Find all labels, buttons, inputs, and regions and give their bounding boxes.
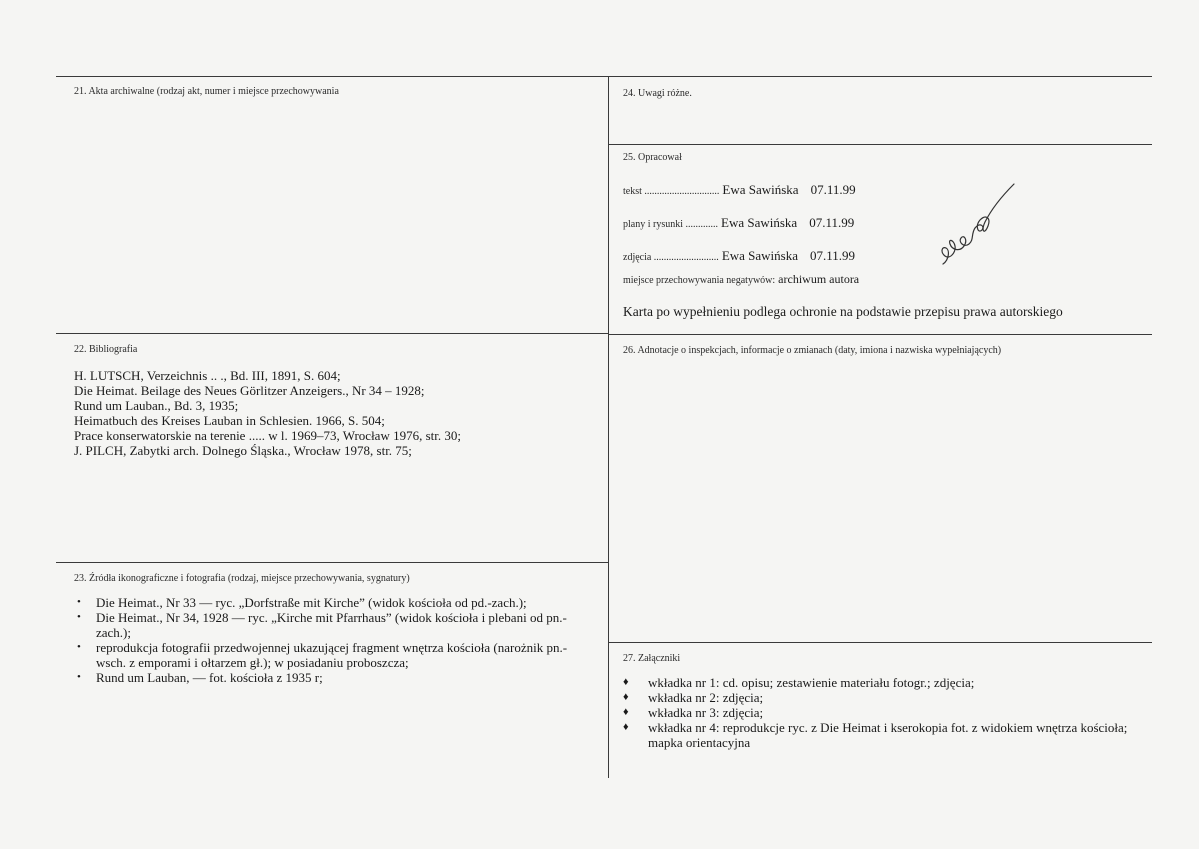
diamond-bullet-icon: ♦ bbox=[623, 676, 629, 688]
top-rule bbox=[56, 76, 1152, 77]
section-inspection-notes bbox=[623, 345, 1148, 357]
bullet-icon: • bbox=[77, 611, 81, 623]
section-label: 24. Uwagi różne. bbox=[623, 88, 692, 99]
list-item: ♦ wkładka nr 1: cd. opisu; zestawienie materiału fotogr.; zdjęcia; bbox=[623, 675, 975, 690]
list-item: ♦ wkładka nr 3: zdjęcia; bbox=[623, 705, 764, 720]
bibliography-entry: Prace konserwatorskie na terenie ..... w l. 1969–73, Wrocław 1976, str. 30; bbox=[74, 428, 461, 443]
section-bibliography bbox=[74, 344, 604, 458]
bibliography-entry: J. PILCH, Zabytki arch. Dolnego Śląska., Wrocław 1978, str. 75; bbox=[74, 443, 412, 458]
diamond-bullet-icon: ♦ bbox=[623, 706, 629, 718]
section-label: 21. Akta archiwalne (rodzaj akt, numer i miejsce przechowywania bbox=[74, 86, 339, 97]
iconography-list bbox=[68, 595, 588, 685]
copyright-notice: Karta po wypełnieniu podlega ochronie na podstawie przepisu prawa autorskiego bbox=[623, 304, 1063, 319]
diamond-bullet-icon: ♦ bbox=[623, 721, 629, 733]
rule-25-26 bbox=[608, 334, 1152, 335]
section-label: 25. Opracował bbox=[623, 152, 682, 163]
center-divider bbox=[608, 76, 609, 778]
attachments-list bbox=[620, 675, 1140, 750]
bibliography-list bbox=[74, 368, 604, 458]
prepared-row-photos: zdjęcia .......................... Ewa Sawińska 07.11.99 bbox=[623, 248, 856, 263]
bibliography-entry: Rund um Lauban., Bd. 3, 1935; bbox=[74, 398, 239, 413]
list-item: • Die Heimat., Nr 34, 1928 — ryc. „Kirche mit Pfarrhaus” (widok kościoła i plebani od pn.- zach.); bbox=[77, 610, 567, 640]
bullet-icon: • bbox=[77, 641, 81, 653]
diamond-bullet-icon: ♦ bbox=[623, 691, 629, 703]
section-archival-records bbox=[74, 86, 594, 98]
list-item: ♦ wkładka nr 2: zdjęcia; bbox=[623, 690, 764, 705]
section-prepared-by bbox=[623, 152, 1148, 332]
bibliography-entry: H. LUTSCH, Verzeichnis .. ., Bd. III, 1891, S. 604; bbox=[74, 368, 341, 383]
negatives-location: miejsce przechowywania negatywów: archiwum autora bbox=[623, 272, 860, 286]
list-item: ♦ wkładka nr 4: reprodukcje ryc. z Die Heimat i kserokopia fot. z widokiem wnętrza kościoła; mapka orientacyjna bbox=[623, 720, 1128, 750]
section-label: 27. Załączniki bbox=[623, 653, 681, 664]
bibliography-entry: Die Heimat. Beilage des Neues Görlitzer Anzeigers., Nr 34 – 1928; bbox=[74, 383, 425, 398]
rule-26-27 bbox=[608, 642, 1152, 643]
section-label: 26. Adnotacje o inspekcjach, informacje o zmianach (daty, imiona i nazwiska wypełniających) bbox=[623, 345, 1002, 356]
prepared-row-plans: plany i rysunki ............. Ewa Sawińska 07.11.99 bbox=[623, 215, 855, 230]
section-label: 22. Bibliografia bbox=[74, 344, 138, 355]
bullet-icon: • bbox=[77, 671, 81, 683]
list-item: • reprodukcja fotografii przedwojennej ukazującej fragment wnętrza kościoła (narożnik pn.-wsch. z emporami i ołtarzem gł.); w posiadaniu proboszcza; bbox=[77, 640, 568, 670]
section-label: 23. Źródła ikonograficzne i fotografia (rodzaj, miejsce przechowywania, sygnatury) bbox=[74, 573, 410, 584]
bibliography-entry: Heimatbuch des Kreises Lauban in Schlesien. 1966, S. 504; bbox=[74, 413, 385, 428]
section-attachments bbox=[620, 653, 1140, 750]
list-item: • Rund um Lauban, — fot. kościoła z 1935 r; bbox=[77, 670, 323, 685]
rule-22-23 bbox=[56, 562, 608, 563]
prepared-row-text: tekst .............................. Ewa Sawińska 07.11.99 bbox=[623, 182, 856, 197]
section-iconographic-sources bbox=[68, 573, 588, 685]
section-remarks bbox=[623, 88, 1143, 100]
list-item: • Die Heimat., Nr 33 — ryc. „Dorfstraße mit Kirche” (widok kościoła od pd.-zach.); bbox=[77, 595, 527, 610]
handwritten-signature bbox=[928, 180, 1023, 275]
rule-21-22 bbox=[56, 333, 608, 334]
rule-24-25 bbox=[608, 144, 1152, 145]
bullet-icon: • bbox=[77, 596, 81, 608]
